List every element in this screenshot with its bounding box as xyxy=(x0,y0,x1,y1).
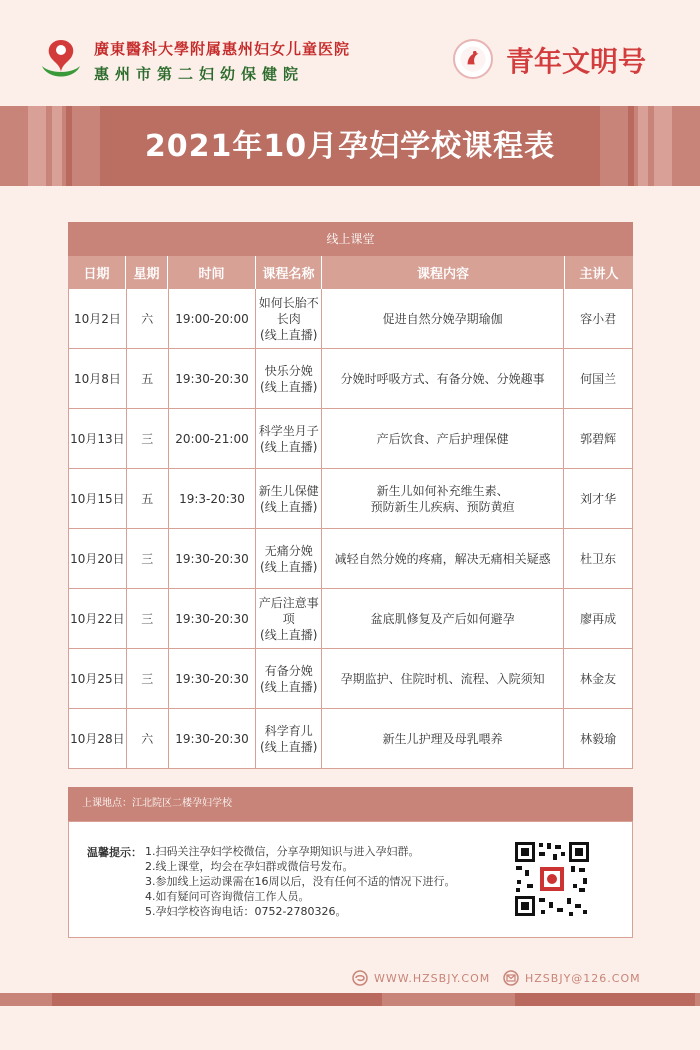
table-row xyxy=(69,468,632,528)
cell-course: 有备分娩 (线上直播) xyxy=(256,649,322,708)
cell-content: 分娩时呼吸方式、有备分娩、分娩趣事 xyxy=(322,349,564,408)
table-header xyxy=(68,256,633,289)
table-row xyxy=(69,708,632,768)
cell-content: 促进自然分娩孕期瑜伽 xyxy=(322,289,564,348)
cell-speaker: 廖再成 xyxy=(580,611,617,626)
notes-label: 温馨提示： xyxy=(87,846,142,859)
cell-weekday: 六 xyxy=(127,289,169,348)
column-header-speaker: 主讲人 xyxy=(579,267,619,282)
column-header-content: 课程内容 xyxy=(322,256,565,289)
cell-content: 新生儿如何补充维生素、 预防新生儿疾病、预防黄疸 xyxy=(322,469,564,528)
cell-course: 如何长胎不长肉 (线上直播) xyxy=(256,289,322,348)
cell-weekday: 五 xyxy=(127,469,169,528)
column-header-course: 课程名称 xyxy=(256,256,322,289)
cell-speaker: 林毅瑜 xyxy=(580,731,617,746)
cell-time: 19:30-20:30 xyxy=(169,589,257,648)
cell-date: 10月8日 xyxy=(69,349,127,408)
hospital-name xyxy=(94,38,350,84)
cell-time: 19:30-20:30 xyxy=(169,529,257,588)
column-header-date: 日期 xyxy=(68,256,126,289)
cell-content: 新生儿护理及母乳喂养 xyxy=(322,709,564,768)
schedule-table xyxy=(68,222,633,769)
page-title: 2021年10月孕妇学校课程表 xyxy=(144,129,556,164)
table-row xyxy=(69,648,632,708)
column-header-weekday: 星期 xyxy=(126,256,168,289)
table-row xyxy=(69,348,632,408)
cell-content: 孕期监护、住院时机、流程、入院须知 xyxy=(322,649,564,708)
column-header-time: 时间 xyxy=(168,256,256,289)
cell-date: 10月22日 xyxy=(69,589,127,648)
cell-speaker: 容小君 xyxy=(580,311,617,326)
hospital-university-name: 廣東醫科大學 xyxy=(94,40,191,58)
cell-date: 10月2日 xyxy=(69,289,127,348)
cell-weekday: 三 xyxy=(127,649,169,708)
note-item: 4.如有疑问可咨询微信工作人员。 xyxy=(145,890,310,903)
page-header xyxy=(0,0,700,105)
brand-title: 青年文明号 xyxy=(506,45,647,78)
cell-time: 19:30-20:30 xyxy=(169,349,257,408)
cell-time: 19:00-20:00 xyxy=(169,289,257,348)
footer-email[interactable] xyxy=(503,970,641,986)
cell-content: 减轻自然分娩的疼痛，解决无痛相关疑惑 xyxy=(322,529,564,588)
cell-course: 产后注意事项 (线上直播) xyxy=(256,589,322,648)
note-item: 3.参加线上运动课需在16周以后，没有任何不适的情况下进行。 xyxy=(145,875,456,888)
table-row xyxy=(69,289,632,348)
email-icon xyxy=(503,970,519,986)
cell-course: 新生儿保健 (线上直播) xyxy=(256,469,322,528)
note-item: 1.扫码关注孕妇学校微信，分享孕期知识与进入孕妇群。 xyxy=(145,845,420,858)
cell-course: 无痛分娩 (线上直播) xyxy=(256,529,322,588)
section-label: 线上课堂 xyxy=(68,222,633,256)
cell-time: 19:30-20:30 xyxy=(169,709,257,768)
cell-weekday: 三 xyxy=(127,529,169,588)
cell-weekday: 三 xyxy=(127,589,169,648)
cell-weekday: 三 xyxy=(127,409,169,468)
cell-speaker: 杜卫东 xyxy=(580,551,617,566)
cell-content: 产后饮食、产后护理保健 xyxy=(322,409,564,468)
table-row xyxy=(69,408,632,468)
cell-time: 19:30-20:30 xyxy=(169,649,257,708)
class-location: 上课地点：江北院区二楼孕妇学校 xyxy=(68,787,633,821)
bottom-band xyxy=(0,993,700,1006)
cell-date: 10月13日 xyxy=(69,409,127,468)
cell-weekday: 六 xyxy=(127,709,169,768)
cell-time: 20:00-21:00 xyxy=(169,409,257,468)
cell-speaker: 刘才华 xyxy=(580,491,617,506)
cell-weekday: 五 xyxy=(127,349,169,408)
note-item: 5.孕妇学校咨询电话：0752-2780326。 xyxy=(145,905,347,918)
cell-course: 科学坐月子 (线上直播) xyxy=(256,409,322,468)
cell-speaker: 何国兰 xyxy=(580,371,617,386)
hospital-affiliate-name: 附属惠州妇女儿童医院 xyxy=(190,40,351,58)
cell-date: 10月20日 xyxy=(69,529,127,588)
cell-time: 19:3-20:30 xyxy=(169,469,257,528)
cell-content: 盆底肌修复及产后如何避孕 xyxy=(322,589,564,648)
wechat-qr-code-icon[interactable] xyxy=(513,840,591,918)
hospital-logo-icon xyxy=(38,36,84,82)
notes-list xyxy=(145,844,456,919)
website-text: WWW.HZSBJY.COM xyxy=(374,971,491,985)
cell-date: 10月28日 xyxy=(69,709,127,768)
cell-speaker: 郭碧辉 xyxy=(580,431,617,446)
cell-course: 科学育儿 (线上直播) xyxy=(256,709,322,768)
youth-civilization-badge-icon xyxy=(453,39,493,79)
email-text: HZSBJY@126.COM xyxy=(525,971,641,985)
note-item: 2.线上课堂，均会在孕妇群或微信号发布。 xyxy=(145,860,354,873)
cell-course: 快乐分娩 (线上直播) xyxy=(256,349,322,408)
cell-speaker: 林金友 xyxy=(580,671,617,686)
table-body xyxy=(68,289,633,769)
notes-panel xyxy=(68,821,633,938)
website-icon xyxy=(352,970,368,986)
cell-date: 10月25日 xyxy=(69,649,127,708)
table-row xyxy=(69,588,632,648)
hospital-alt-name: 惠州市第二妇幼保健院 xyxy=(94,65,305,83)
cell-date: 10月15日 xyxy=(69,469,127,528)
table-row xyxy=(69,528,632,588)
footer-website[interactable] xyxy=(352,970,490,986)
